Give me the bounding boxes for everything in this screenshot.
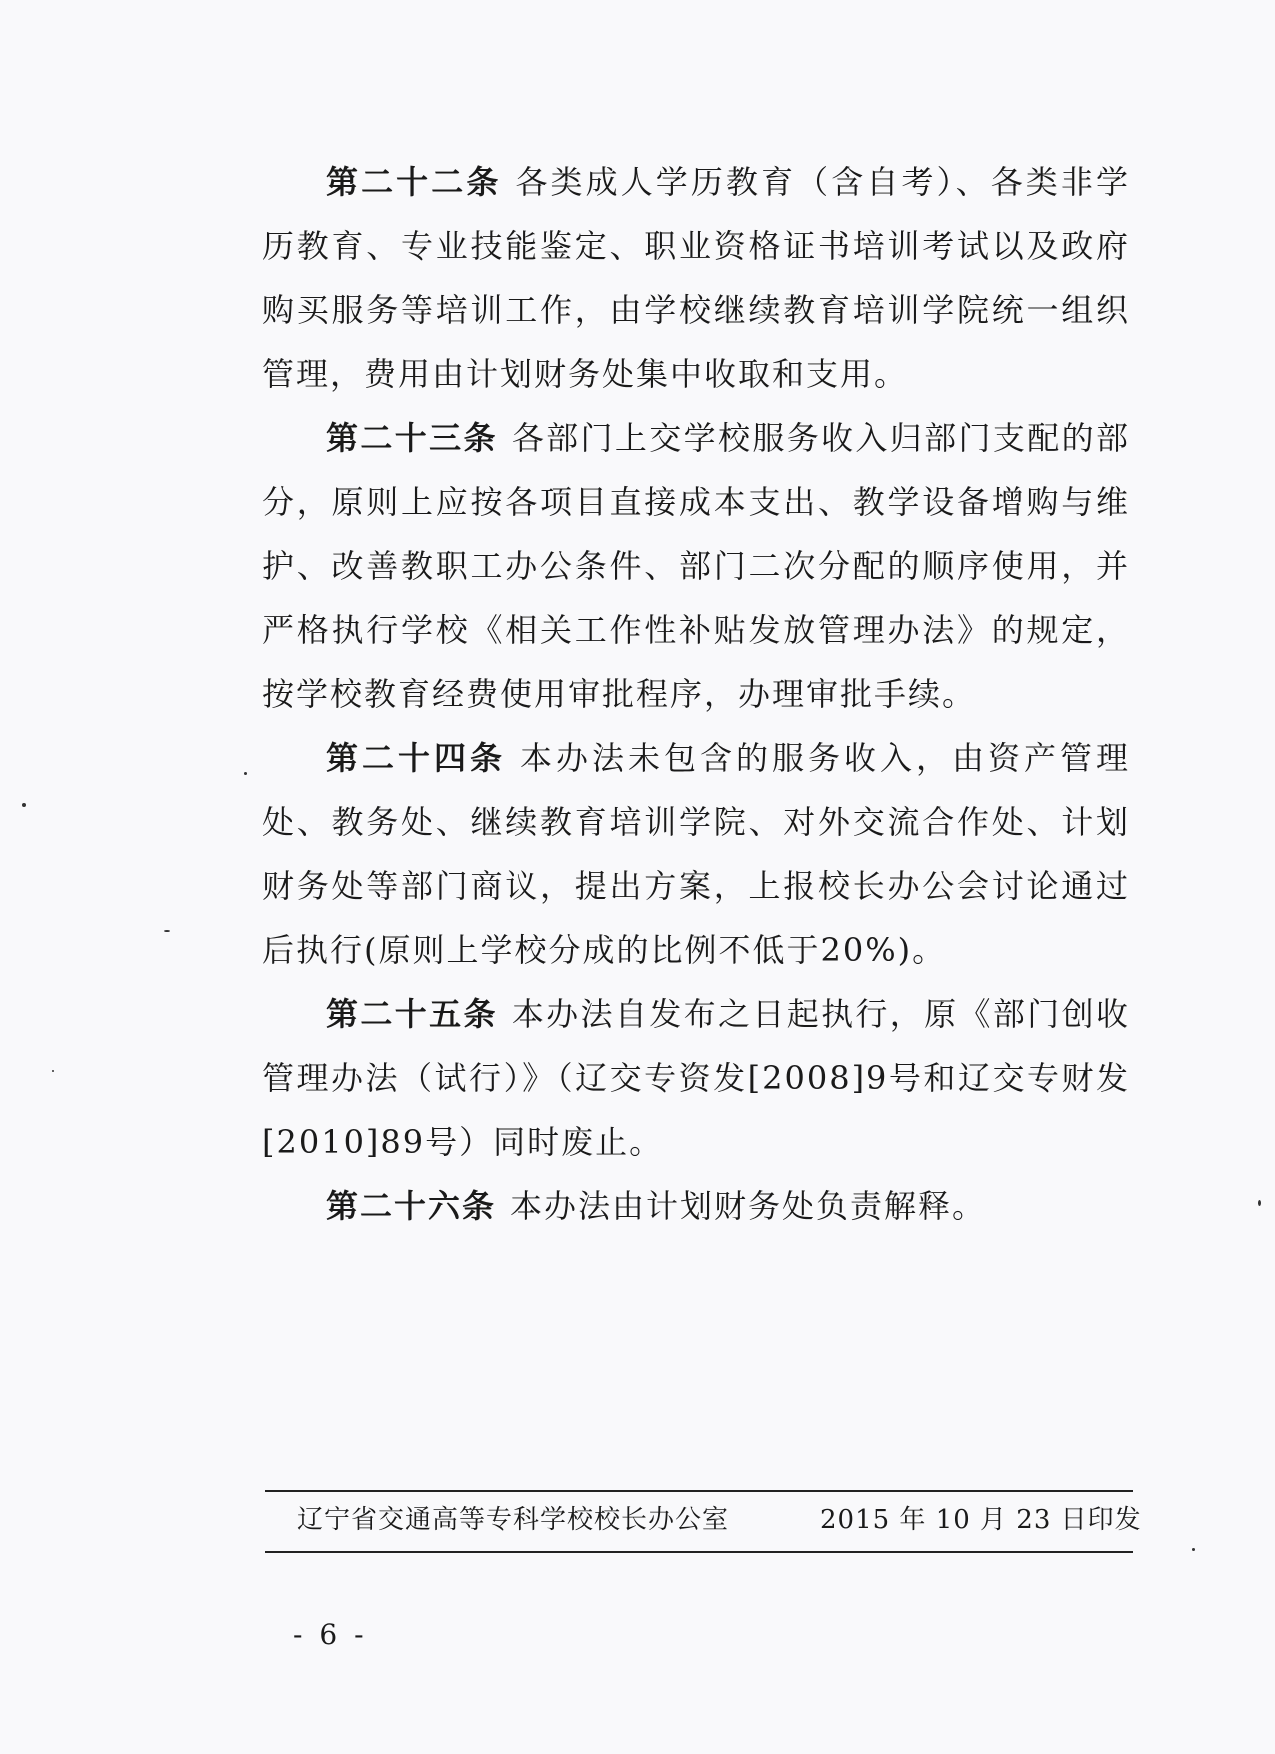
article-24 bbox=[262, 726, 1130, 982]
footer-top-rule bbox=[265, 1490, 1133, 1492]
article-24-title: 第二十四条 bbox=[326, 739, 506, 777]
article-23 bbox=[262, 406, 1130, 726]
footer-issuer: 辽宁省交通高等专科学校校长办公室 bbox=[297, 1505, 730, 1535]
article-23-title: 第二十三条 bbox=[326, 419, 498, 457]
article-24-body: 本办法未包含的服务收入，由资产管理处、教务处、继续教育培训学院、对外交流合作处、计划财务处等部门商议，提出方案，上报校长办公会讨论通过后执行(原则上学校分成的比例不低于20%)。 bbox=[262, 739, 1130, 969]
document-body bbox=[262, 150, 1130, 1238]
scan-speck bbox=[244, 772, 247, 775]
article-26 bbox=[262, 1174, 1130, 1238]
footer-bottom-rule bbox=[265, 1551, 1133, 1553]
article-22 bbox=[262, 150, 1130, 406]
scan-speck bbox=[1192, 1548, 1195, 1551]
scan-speck bbox=[1258, 1200, 1261, 1206]
article-26-body: 本办法由计划财务处负责解释。 bbox=[510, 1187, 987, 1225]
article-23-body: 各部门上交学校服务收入归部门支配的部分，原则上应按各项目直接成本支出、教学设备增购与维护、改善教职工办公条件、部门二次分配的顺序使用，并严格执行学校《相关工作性补贴发放管理办法》的规定，按学校教育经费使用审批程序，办理审批手续。 bbox=[262, 419, 1130, 713]
article-22-body: 各类成人学历教育（含自考）、各类非学历教育、专业技能鉴定、职业资格证书培训考试以及政府购买服务等培训工作，由学校继续教育培训学院统一组织管理，费用由计划财务处集中收取和支用。 bbox=[262, 163, 1130, 393]
scan-speck bbox=[22, 803, 26, 807]
scan-speck bbox=[52, 1070, 54, 1072]
article-22-title: 第二十二条 bbox=[326, 163, 502, 201]
article-25 bbox=[262, 982, 1130, 1174]
article-25-title: 第二十五条 bbox=[326, 995, 498, 1033]
article-25-body: 本办法自发布之日起执行，原《部门创收管理办法（试行）》（辽交专资发[2008]9号和辽交专财发[2010]89号）同时废止。 bbox=[262, 995, 1130, 1161]
scan-speck bbox=[164, 930, 170, 932]
page-number: - 6 - bbox=[293, 1618, 368, 1651]
footer-date: 2015 年 10 月 23 日印发 bbox=[820, 1505, 1142, 1535]
article-26-title: 第二十六条 bbox=[326, 1187, 497, 1225]
